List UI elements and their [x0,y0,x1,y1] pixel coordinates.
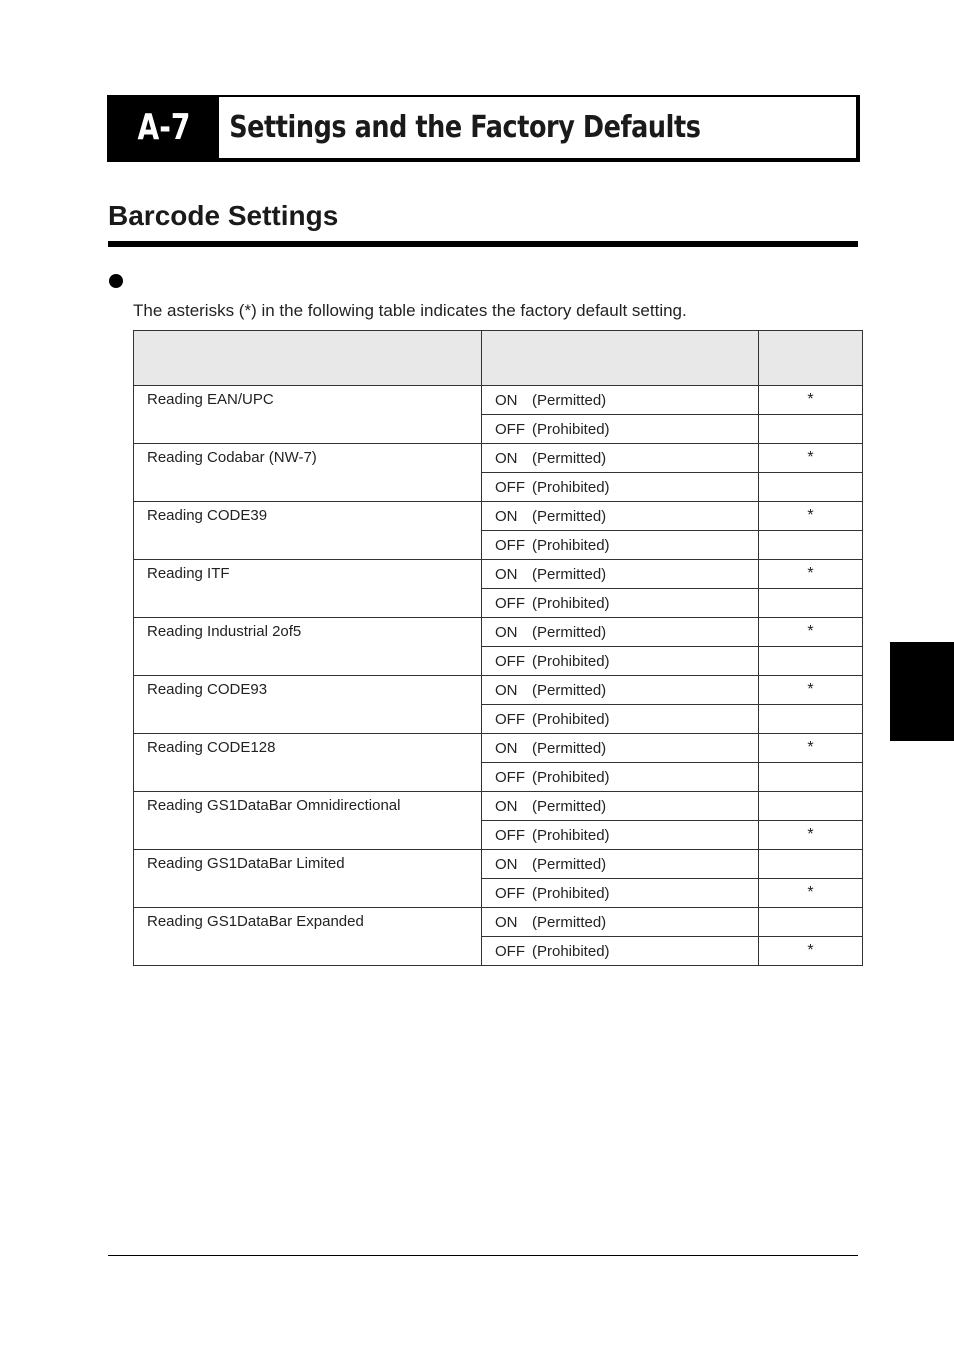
option-key: OFF [495,884,525,902]
option-description: (Permitted) [532,739,607,757]
option-key: ON [495,797,518,815]
setting-option [482,502,759,531]
setting-item-label: Reading EAN/UPC [134,386,482,444]
table-row [134,676,863,705]
option-description: (Permitted) [532,507,607,525]
setting-item-label: Reading GS1DataBar Omnidirectional [134,792,482,850]
option-description: (Prohibited) [532,420,610,438]
setting-item-label: Reading CODE39 [134,502,482,560]
setting-option [482,647,759,676]
setting-option [482,908,759,937]
option-key: OFF [495,594,525,612]
default-marker: * [759,734,863,763]
setting-option [482,676,759,705]
table-header-cell [134,331,482,386]
setting-option [482,531,759,560]
option-description: (Permitted) [532,797,607,815]
chapter-number-box [109,97,219,158]
default-marker: * [759,879,863,908]
option-key: ON [495,681,518,699]
setting-option [482,444,759,473]
option-description: (Permitted) [532,391,607,409]
option-key: ON [495,623,518,641]
default-marker [759,763,863,792]
option-description: (Permitted) [532,913,607,931]
setting-option [482,589,759,618]
chapter-title: Settings and the Factory Defaults [229,110,701,145]
setting-option [482,734,759,763]
table-header-cell [759,331,863,386]
option-description: (Permitted) [532,565,607,583]
setting-option [482,879,759,908]
option-key: ON [495,855,518,873]
default-marker: * [759,444,863,473]
setting-option [482,821,759,850]
default-marker [759,850,863,879]
footer-divider [108,1255,858,1256]
option-key: OFF [495,942,525,960]
option-description: (Prohibited) [532,768,610,786]
option-key: ON [495,565,518,583]
table-body [134,386,863,966]
chapter-number: A-7 [121,107,207,148]
default-marker: * [759,821,863,850]
table-row [134,734,863,763]
option-key: ON [495,739,518,757]
bullet-icon [109,274,123,288]
table-row [134,560,863,589]
default-marker [759,647,863,676]
option-key: OFF [495,710,525,728]
option-key: OFF [495,536,525,554]
option-key: OFF [495,420,525,438]
table-row [134,386,863,415]
default-marker: * [759,560,863,589]
setting-item-label: Reading GS1DataBar Expanded [134,908,482,966]
default-marker [759,792,863,821]
barcode-settings-table [133,330,863,966]
chapter-header [107,95,860,162]
option-description: (Prohibited) [532,884,610,902]
table-header-row [134,331,863,386]
default-marker [759,473,863,502]
default-marker: * [759,937,863,966]
option-description: (Permitted) [532,449,607,467]
setting-item-label: Reading Codabar (NW-7) [134,444,482,502]
setting-option [482,850,759,879]
option-description: (Prohibited) [532,942,610,960]
default-marker: * [759,676,863,705]
setting-option [482,473,759,502]
setting-option [482,763,759,792]
option-key: ON [495,913,518,931]
option-description: (Permitted) [532,855,607,873]
section-title: Barcode Settings [108,200,339,231]
default-marker: * [759,386,863,415]
table-row [134,618,863,647]
setting-option [482,937,759,966]
default-marker [759,589,863,618]
setting-option [482,386,759,415]
setting-option [482,560,759,589]
setting-item-label: Reading GS1DataBar Limited [134,850,482,908]
default-marker: * [759,502,863,531]
option-description: (Prohibited) [532,594,610,612]
default-marker: * [759,618,863,647]
table-row [134,444,863,473]
option-description: (Permitted) [532,681,607,699]
setting-option [482,792,759,821]
option-description: (Prohibited) [532,652,610,670]
setting-item-label: Reading ITF [134,560,482,618]
default-marker [759,415,863,444]
option-description: (Prohibited) [532,710,610,728]
table-row [134,792,863,821]
option-key: ON [495,507,518,525]
table-header-cell [482,331,759,386]
option-description: (Permitted) [532,623,607,641]
option-key: ON [495,391,518,409]
table-row [134,850,863,879]
section-divider [108,241,858,247]
option-key: OFF [495,652,525,670]
option-description: (Prohibited) [532,478,610,496]
setting-option [482,705,759,734]
option-key: OFF [495,826,525,844]
setting-option [482,415,759,444]
option-key: OFF [495,768,525,786]
setting-item-label: Reading CODE93 [134,676,482,734]
default-marker [759,908,863,937]
intro-text: The asterisks (*) in the following table indicates the factory default setting. [133,301,687,320]
default-marker [759,531,863,560]
default-marker [759,705,863,734]
option-description: (Prohibited) [532,826,610,844]
chapter-side-tab [890,642,954,741]
setting-item-label: Reading CODE128 [134,734,482,792]
option-key: ON [495,449,518,467]
option-description: (Prohibited) [532,536,610,554]
option-key: OFF [495,478,525,496]
setting-item-label: Reading Industrial 2of5 [134,618,482,676]
setting-option [482,618,759,647]
table-row [134,502,863,531]
table-row [134,908,863,937]
